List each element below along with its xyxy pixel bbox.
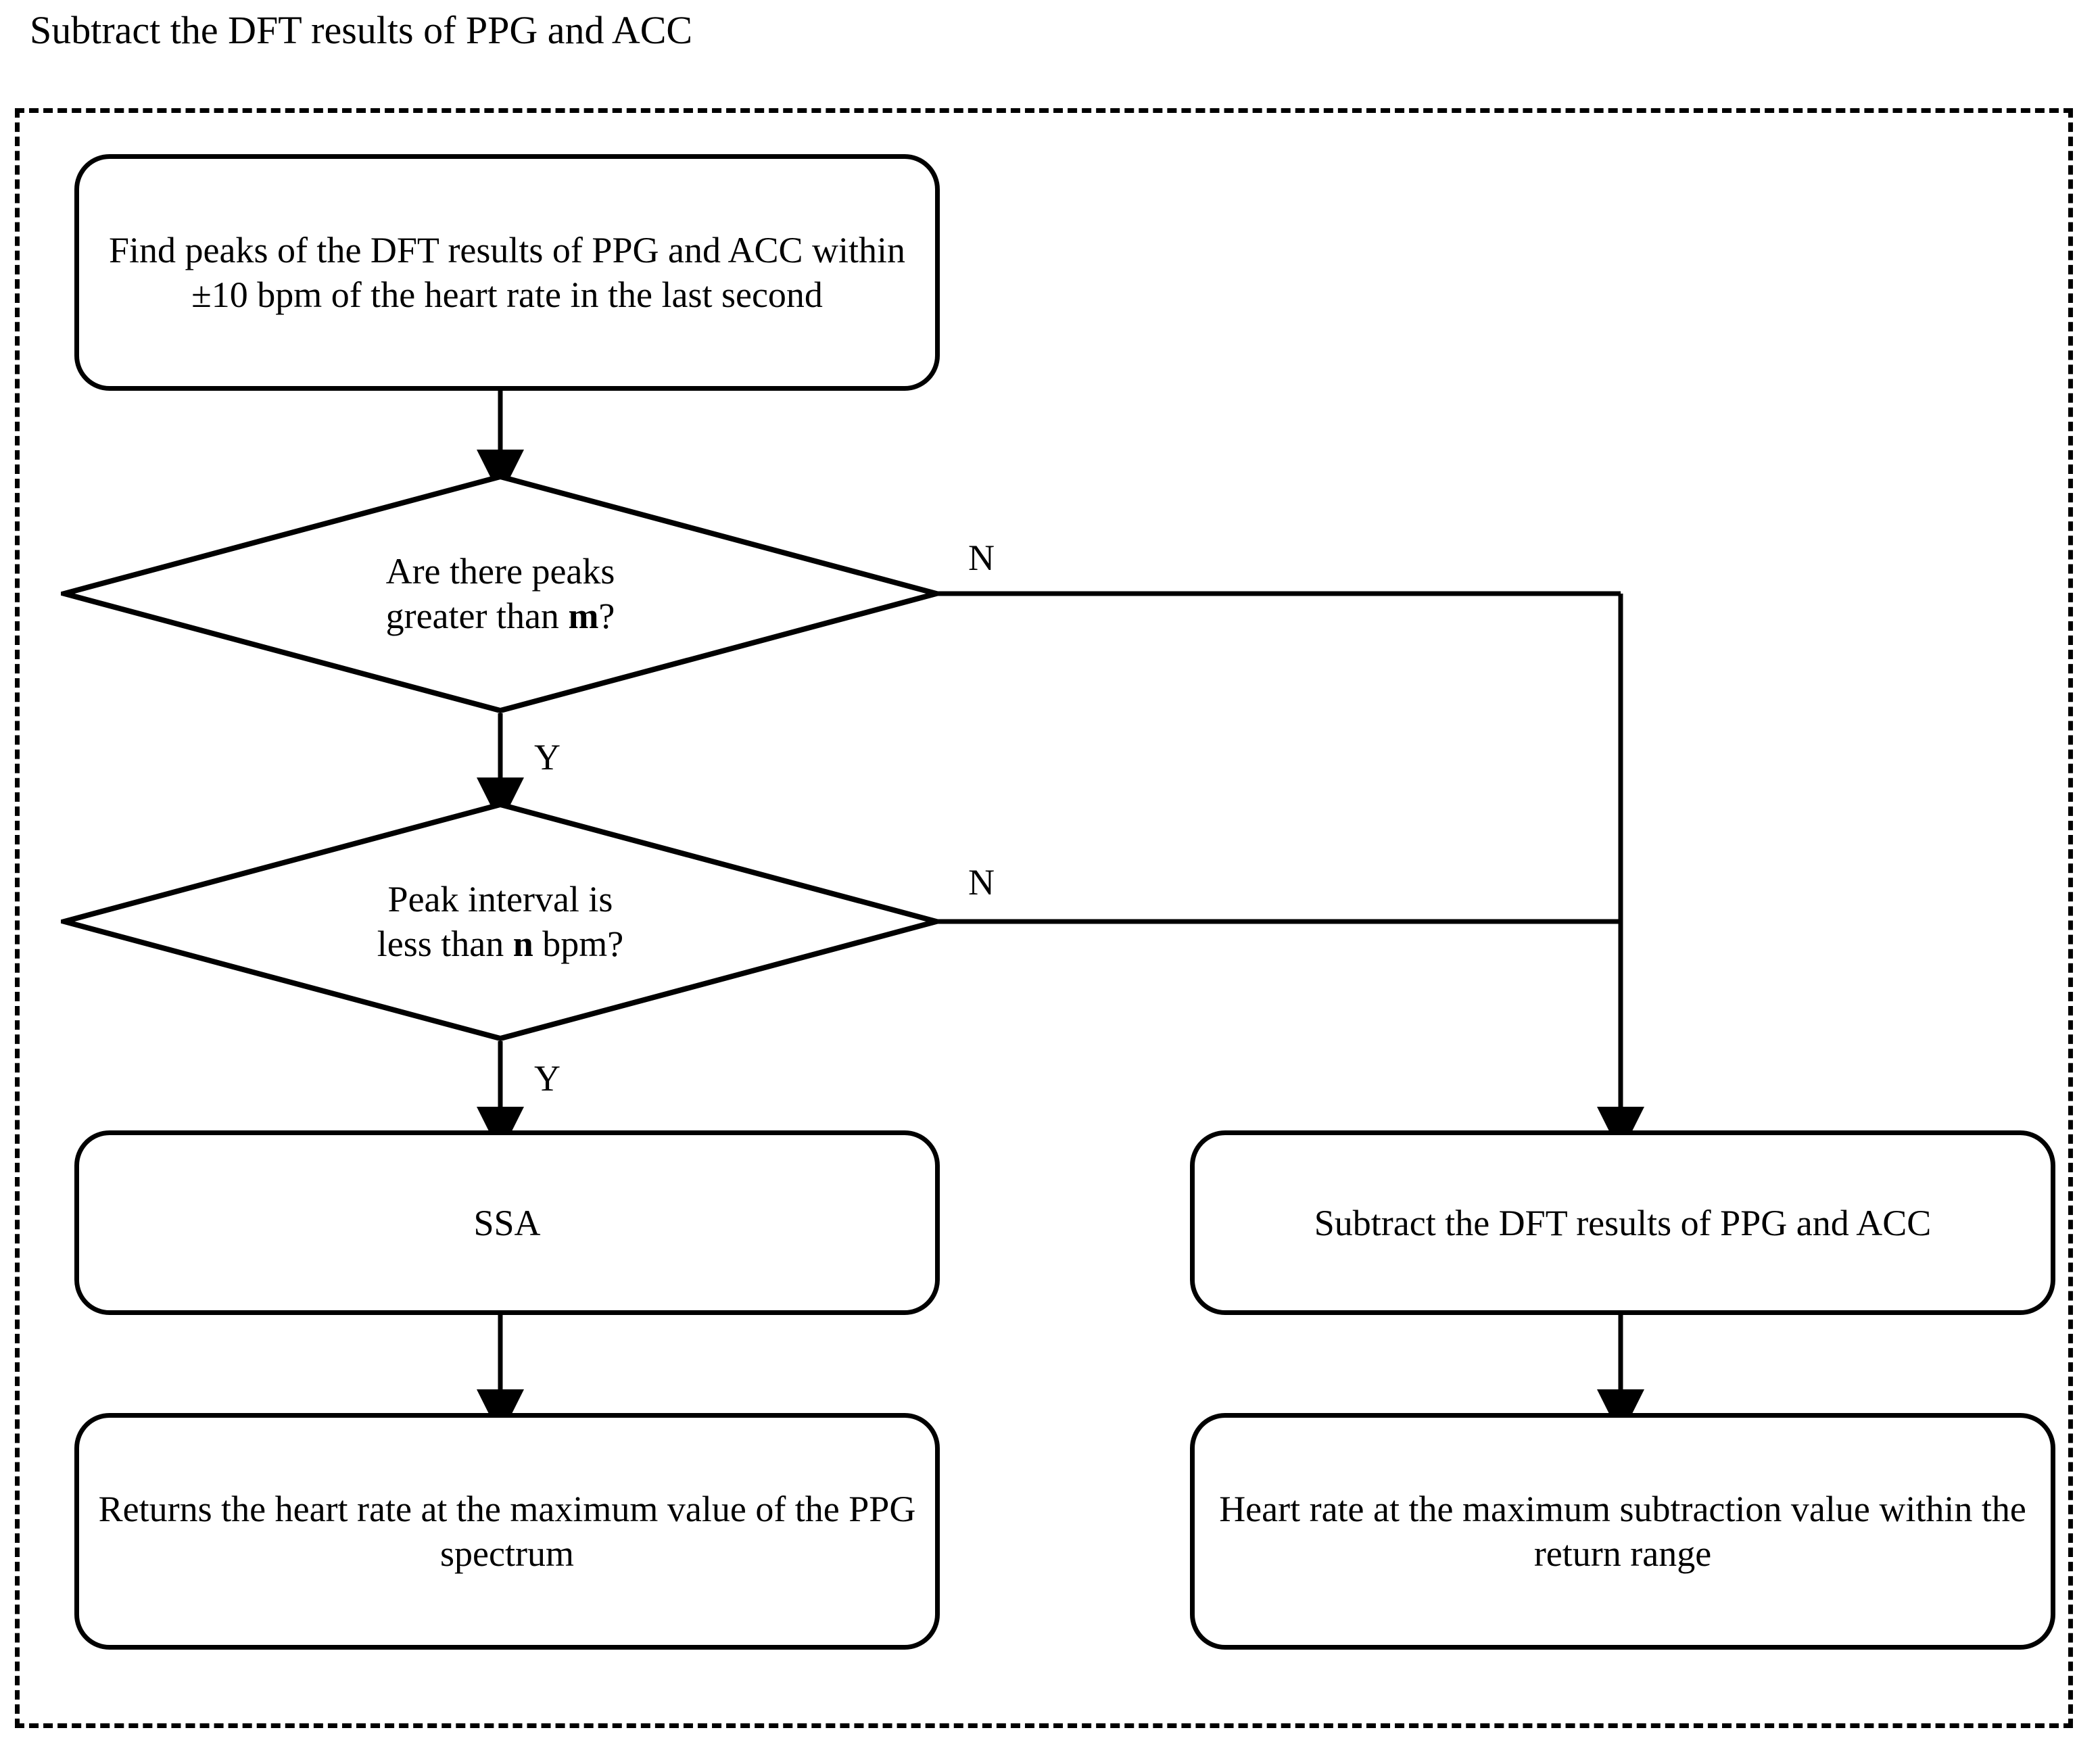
- edge-label-peaks-no: N: [968, 537, 995, 578]
- decision1-line1: Are there peaks: [385, 551, 615, 592]
- node-subtract-dft: Subtract the DFT results of PPG and ACC: [1190, 1130, 2055, 1315]
- node-peak-interval-label: [61, 801, 940, 1042]
- node-returns-heart-rate-ppg: Returns the heart rate at the maximum value of the PPG spectrum: [74, 1413, 940, 1650]
- node-heart-rate-max-subtraction: Heart rate at the maximum subtraction value within the return range: [1190, 1413, 2055, 1650]
- edge-label-interval-no: N: [968, 862, 995, 903]
- page-title: Subtract the DFT results of PPG and ACC: [30, 8, 693, 52]
- decision1-line2a: greater than: [385, 596, 569, 636]
- decision1-var-m: m: [568, 596, 599, 636]
- node-peak-interval-decision: [61, 801, 940, 1042]
- node-find-peaks: Find peaks of the DFT results of PPG and ACC within ±10 bpm of the heart rate in the last second: [74, 154, 940, 391]
- edge-label-peaks-yes: Y: [534, 737, 560, 777]
- node-peaks-greater-decision: [61, 473, 940, 714]
- decision2-line1: Peak interval is: [387, 879, 613, 919]
- edge-label-interval-yes: Y: [534, 1058, 560, 1099]
- decision2-line2a: less than: [377, 924, 513, 964]
- decision2-var-n: n: [512, 924, 533, 964]
- decision2-line2c: bpm?: [533, 924, 624, 964]
- node-peaks-greater-label: [61, 473, 940, 714]
- decision1-line2c: ?: [598, 596, 615, 636]
- node-ssa: SSA: [74, 1130, 940, 1315]
